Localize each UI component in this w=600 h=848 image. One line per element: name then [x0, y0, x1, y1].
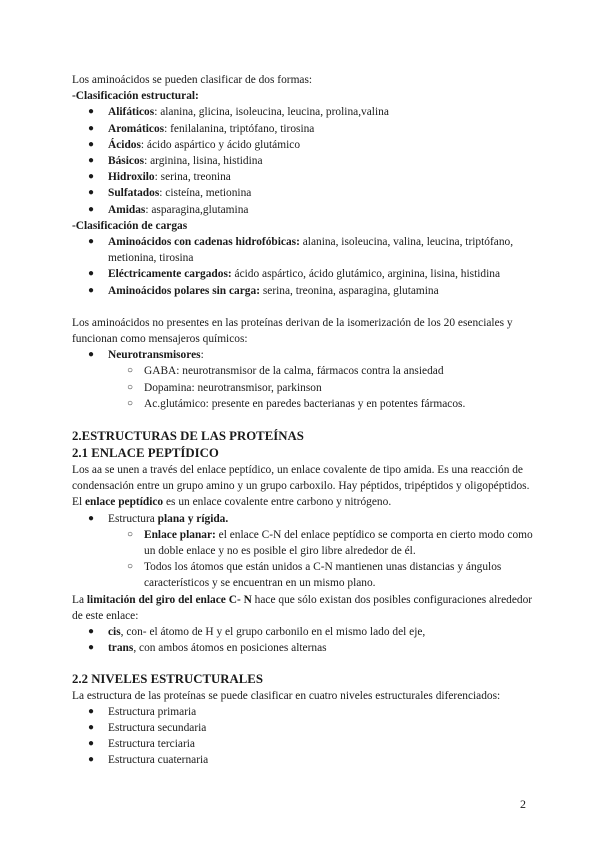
list-item: ● Estructura secundaria [72, 720, 542, 736]
list-item: ● Estructura primaria [72, 704, 542, 720]
sub-list-item: ○ Enlace planar: el enlace C-N del enlace peptídico se comporta en cierto modo como un doble enlace y no es posible el giro libre alrededor de él. [127, 528, 533, 558]
list-item: ● Estructura terciaria [72, 736, 542, 752]
list-item: ● Alifáticos: alanina, glicina, isoleucina, leucina, prolina,valina [72, 104, 542, 120]
list-item: ● Hidroxilo: serina, treonina [72, 169, 542, 185]
bullet-icon: ● [88, 106, 95, 118]
bullet-icon: ● [88, 626, 95, 638]
nonprotein-paragraph: Los aminoácidos no presentes en las proteínas derivan de la isomerización de los 20 esenciales y funcionan como mensajeros químicos: [72, 316, 513, 346]
charge-classification-title: -Clasificación de cargas [72, 219, 188, 232]
bullet-icon: ● [88, 171, 95, 183]
structural-classification-list [72, 104, 542, 217]
bullet-icon: ● [88, 642, 95, 654]
list-item: ● Amidas: asparagina,glutamina [72, 202, 542, 218]
bullet-icon: ● [88, 236, 95, 248]
hollow-bullet-icon: ○ [127, 381, 134, 393]
page-number: 2 [520, 797, 526, 811]
bullet-icon: ● [88, 754, 95, 766]
sub-list-item: ○ Todos los átomos que están unidos a C-N mantienen unas distancias y ángulos característicos y se encuentran en un mismo plano. [127, 561, 502, 590]
configuration-list [72, 624, 542, 656]
bullet-icon: ● [88, 268, 95, 280]
list-item: ● cis, con- el átomo de H y el grupo carbonilo en el mismo lado del eje, [72, 624, 542, 640]
charge-classification-list [72, 234, 542, 299]
peptide-structure-list [72, 511, 542, 592]
bullet-icon: ● [88, 349, 95, 361]
structural-levels-list [72, 704, 542, 769]
bullet-icon: ● [88, 705, 95, 717]
bullet-icon: ● [88, 187, 95, 199]
bullet-icon: ● [88, 512, 95, 524]
list-item: ● Aromáticos: fenilalanina, triptófano, tirosina [72, 121, 542, 137]
list-item: ● Aminoácidos con cadenas hidrofóbicas: alanina, isoleucina, valina, leucina, triptófano, metionina, tirosina [88, 236, 514, 265]
list-item: ● Eléctricamente cargados: ácido aspártico, ácido glutámico, arginina, lisina, histidina [72, 266, 542, 282]
list-item: ● Básicos: arginina, lisina, histidina [72, 153, 542, 169]
list-item: ● Neurotransmisores: [72, 347, 542, 363]
list-item: ● Ácidos: ácido aspártico y ácido glutámico [72, 137, 542, 153]
bullet-icon: ● [88, 721, 95, 733]
peptide-definition: El enlace peptídico es un enlace covalente entre carbono y nitrógeno. [72, 496, 392, 509]
structural-classification-title: -Clasificación estructural: [72, 90, 199, 103]
subsection-heading: 2.2 NIVELES ESTRUCTURALES [72, 671, 263, 686]
subsection-heading: 2.1 ENLACE PEPTÍDICO [72, 446, 219, 461]
bullet-icon: ● [88, 738, 95, 750]
list-item: ● Estructura plana y rígida. [72, 511, 542, 527]
list-item: ● trans, con ambos átomos en posiciones alternas [72, 640, 542, 656]
bullet-icon: ● [88, 138, 95, 150]
bullet-icon: ● [88, 203, 95, 215]
section-heading: 2.ESTRUCTURAS DE LAS PROTEÍNAS [72, 429, 304, 444]
levels-paragraph: La estructura de las proteínas se puede clasificar en cuatro niveles estructurales diferenciados: [72, 689, 501, 702]
bullet-icon: ● [88, 122, 95, 134]
list-item: ● Sulfatados: cisteína, metionina [72, 185, 542, 201]
bullet-icon: ● [88, 155, 95, 167]
neurotransmitter-list [72, 347, 542, 412]
hollow-bullet-icon: ○ [127, 397, 134, 409]
hollow-bullet-icon: ○ [127, 528, 134, 540]
sub-list-item: ○ Dopamina: neurotransmisor, parkinson [72, 380, 542, 396]
intro-paragraph: Los aminoácidos se pueden clasificar de dos formas: [72, 74, 313, 86]
bullet-icon: ● [88, 284, 95, 296]
peptide-paragraph: Los aa se unen a través del enlace peptídico, un enlace covalente de tipo amida. Es una reacción de condensación entre un grupo amino y un grupo carboxilo. Hay péptidos, tripéptidos y oligopéptidos. [72, 464, 530, 493]
list-item: ● Aminoácidos polares sin carga: serina, treonina, asparagina, glutamina [72, 283, 542, 299]
hollow-bullet-icon: ○ [127, 561, 134, 573]
hollow-bullet-icon: ○ [127, 365, 134, 377]
list-item: ● Estructura cuaternaria [72, 752, 542, 768]
sub-list-item: ○ Ac.glutámico: presente en paredes bacterianas y en potentes fármacos. [72, 396, 542, 412]
sub-list-item: ○ GABA: neurotransmisor de la calma, fármacos contra la ansiedad [72, 363, 542, 379]
rotation-limit-paragraph: La limitación del giro del enlace C- N hace que sólo existan dos posibles configuraciones alrededor de este enlace: [72, 593, 533, 622]
document-page [72, 72, 542, 769]
